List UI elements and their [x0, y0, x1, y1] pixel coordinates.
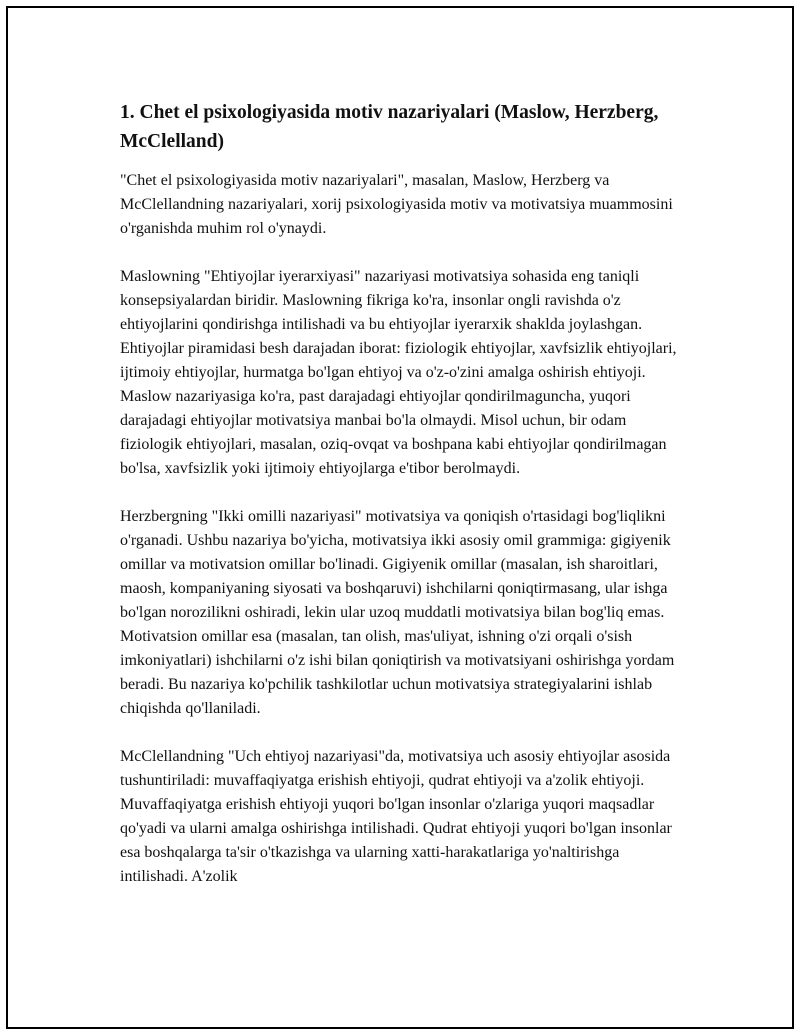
- paragraph-herzberg: Herzbergning "Ikki omilli nazariyasi" motivatsiya va qoniqish o'rtasidagi bog'liqlikni o'rganadi. Ushbu nazariya bo'yicha, motivatsiya ikki asosiy omil grammiga: gigiyenik omillar va motivatsion omillar bo'linadi. Gigiyenik omillar (masalan, ish sharoitlari, maosh, kompaniyaning siyosati va boshqaruvi) ishchilarni qoniqtirmasang, ular ishga bo'lgan norozilikni oshiradi, lekin ular uzoq muddatli motivatsiya bilan bog'liq emas. Motivatsion omillar esa (masalan, tan olish, mas'uliyat, ishning o'zi orqali o'sish imkoniyatlari) ishchilarni o'z ishi bilan qoniqtirish va motivatsiyani oshirishga yordam beradi. Bu nazariya ko'pchilik tashkilotlar uchun motivatsiya strategiyalarini ishlab chiqishda qo'llaniladi.: [120, 508, 675, 717]
- paragraph-intro: "Chet el psixologiyasida motiv nazariyalari", masalan, Maslow, Herzberg va McClellandning nazariyalari, xorij psixologiyasida motiv va motivatsiya muammosini o'rganishda muhim rol o'ynaydi.: [120, 172, 673, 237]
- paragraph-maslow: Maslowning "Ehtiyojlar iyerarxiyasi" nazariyasi motivatsiya sohasida eng taniqli konsepsiyalardan biridir. Maslowning fikriga ko'ra, insonlar ongli ravishda o'z ehtiyojlarini qondirishga intilishadi va bu ehtiyojlar iyerarxik shaklda joylashgan. Ehtiyojlar piramidasi besh darajadan iborat: fiziologik ehtiyojlar, xavfsizlik ehtiyojlari, ijtimoiy ehtiyojlar, hurmatga bo'lgan ehtiyoj va o'z-o'zini amalga oshirish ehtiyoji. Maslow nazariyasiga ko'ra, past darajadagi ehtiyojlar qondirilmaguncha, yuqori darajadagi ehtiyojlar motivatsiya manbai bo'la olmaydi. Misol uchun, bir odam fiziologik ehtiyojlari, masalan, oziq-ovqat va boshpana kabi ehtiyojlar qondirilmagan bo'lsa, xavfsizlik yoki ijtimoiy ehtiyojlarga e'tibor berolmaydi.: [120, 268, 677, 477]
- page-frame: [6, 6, 794, 1029]
- document-body: [120, 98, 690, 913]
- paragraph-mcclelland: McClellandning "Uch ehtiyoj nazariyasi"da, motivatsiya uch asosiy ehtiyojlar asosida tushuntiriladi: muvaffaqiyatga erishish ehtiyoji, qudrat ehtiyoji va a'zolik ehtiyoji. Muvaffaqiyatga erishish ehtiyoji yuqori bo'lgan insonlar o'zlariga yuqori maqsadlar qo'yadi va ularni amalga oshirishga intilishadi. Qudrat ehtiyoji yuqori bo'lgan insonlar esa boshqalarga ta'sir o'tkazishga va ularning xatti-harakatlariga yo'naltirishga intilishadi. A'zolik: [120, 748, 672, 885]
- section-heading: 1. Chet el psixologiyasida motiv nazariyalari (Maslow, Herzberg, McClelland): [120, 102, 659, 152]
